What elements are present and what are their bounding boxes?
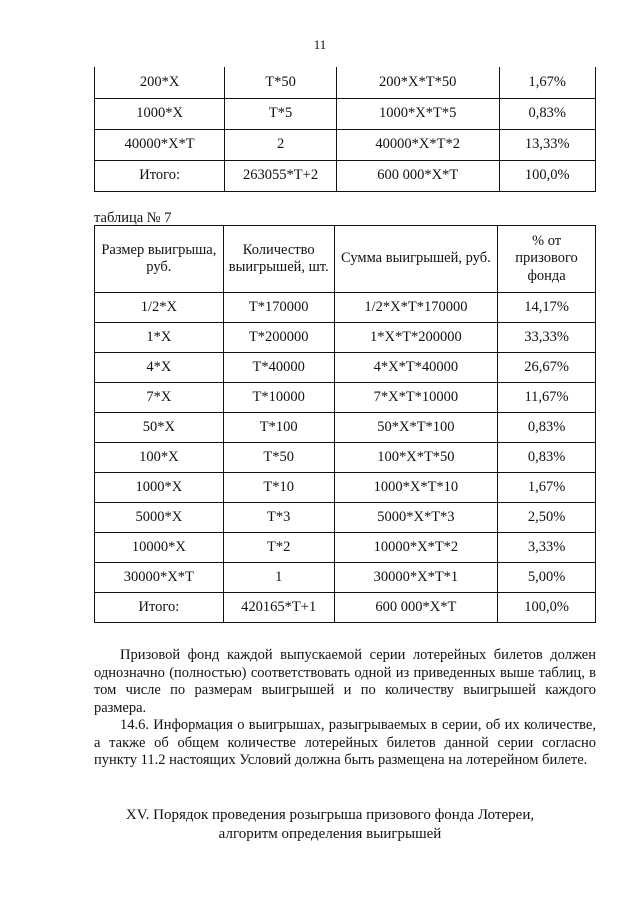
prize-count-cell: T*200000 xyxy=(223,323,334,353)
prize-sum-cell: 1/2*X*T*170000 xyxy=(334,293,497,323)
prize-count-cell: T*10000 xyxy=(223,383,334,413)
header-prize-size: Размер выигрыша, руб. xyxy=(95,226,224,293)
table-row xyxy=(95,503,596,533)
prize-count-cell: T*100 xyxy=(223,413,334,443)
table-row xyxy=(95,67,596,98)
prize-percent-cell: 14,17% xyxy=(498,293,596,323)
total-count-cell: 263055*T+2 xyxy=(225,160,337,191)
body-text xyxy=(94,647,596,770)
prize-sum-cell: 4*X*T*40000 xyxy=(334,353,497,383)
prize-count-cell: T*5 xyxy=(225,98,337,129)
prize-count-cell: T*170000 xyxy=(223,293,334,323)
prize-percent-cell: 1,67% xyxy=(498,473,596,503)
prize-percent-cell: 11,67% xyxy=(498,383,596,413)
prize-size-cell: 40000*X*T xyxy=(95,129,225,160)
prize-percent-cell: 5,00% xyxy=(498,563,596,593)
table-row xyxy=(95,533,596,563)
prize-count-cell: T*3 xyxy=(223,503,334,533)
paragraph-14-6 xyxy=(94,717,596,770)
prize-table-continued xyxy=(94,67,596,192)
table-row xyxy=(95,98,596,129)
total-percent-cell: 100,0% xyxy=(499,160,595,191)
prize-size-cell: 1*X xyxy=(95,323,224,353)
prize-percent-cell: 13,33% xyxy=(499,129,595,160)
table-row xyxy=(95,323,596,353)
total-sum-cell: 600 000*X*T xyxy=(334,593,497,623)
table-row xyxy=(95,293,596,323)
prize-size-cell: 1/2*X xyxy=(95,293,224,323)
prize-size-cell: 1000*X xyxy=(95,473,224,503)
prize-size-cell: 1000*X xyxy=(95,98,225,129)
prize-sum-cell: 1000*X*T*5 xyxy=(336,98,499,129)
prize-sum-cell: 1*X*T*200000 xyxy=(334,323,497,353)
section-title xyxy=(80,806,580,844)
prize-sum-cell: 100*X*T*50 xyxy=(334,443,497,473)
prize-count-cell: T*40000 xyxy=(223,353,334,383)
prize-count-cell: T*50 xyxy=(223,443,334,473)
prize-count-cell: T*50 xyxy=(225,67,337,98)
prize-percent-cell: 3,33% xyxy=(498,533,596,563)
table-header-row xyxy=(95,226,596,293)
prize-table-7 xyxy=(94,225,596,623)
prize-size-cell: 5000*X xyxy=(95,503,224,533)
header-prize-percent: % от призового фонда xyxy=(498,226,596,293)
prize-percent-cell: 1,67% xyxy=(499,67,595,98)
section-title-line: алгоритм определения выигрышей xyxy=(218,826,442,842)
prize-sum-cell: 30000*X*T*1 xyxy=(334,563,497,593)
table-total-row xyxy=(95,593,596,623)
prize-size-cell: 100*X xyxy=(95,443,224,473)
prize-sum-cell: 50*X*T*100 xyxy=(334,413,497,443)
prize-percent-cell: 26,67% xyxy=(498,353,596,383)
total-label-cell: Итого: xyxy=(95,593,224,623)
total-label-cell: Итого: xyxy=(95,160,225,191)
total-count-cell: 420165*T+1 xyxy=(223,593,334,623)
table-row xyxy=(95,353,596,383)
table-row xyxy=(95,413,596,443)
prize-size-cell: 30000*X*T xyxy=(95,563,224,593)
paragraph-prize-fund xyxy=(94,647,596,717)
section-title-line: XV. Порядок проведения розыгрыша призового фонда Лотереи, xyxy=(125,807,535,823)
prize-percent-cell: 0,83% xyxy=(499,98,595,129)
prize-sum-cell: 7*X*T*10000 xyxy=(334,383,497,413)
prize-size-cell: 4*X xyxy=(95,353,224,383)
prize-sum-cell: 10000*X*T*2 xyxy=(334,533,497,563)
prize-percent-cell: 33,33% xyxy=(498,323,596,353)
prize-sum-cell: 1000*X*T*10 xyxy=(334,473,497,503)
header-prize-sum: Сумма выигрышей, руб. xyxy=(334,226,497,293)
prize-size-cell: 50*X xyxy=(95,413,224,443)
prize-percent-cell: 0,83% xyxy=(498,443,596,473)
table-caption: таблица № 7 xyxy=(94,210,172,226)
table-row xyxy=(95,383,596,413)
table-row xyxy=(95,443,596,473)
prize-count-cell: 2 xyxy=(225,129,337,160)
prize-size-cell: 10000*X xyxy=(95,533,224,563)
prize-count-cell: 1 xyxy=(223,563,334,593)
prize-count-cell: T*10 xyxy=(223,473,334,503)
table-row xyxy=(95,129,596,160)
prize-size-cell: 200*X xyxy=(95,67,225,98)
table-row xyxy=(95,563,596,593)
total-sum-cell: 600 000*X*T xyxy=(336,160,499,191)
paragraph-text: 14.6. Информация о выигрышах, разыгрываемых в серии, об их количестве, а также об общем количестве лотерейных билетов данной серии согласно пункту 11.2 настоящих Условий должна быть размещена на лотерейном билете. xyxy=(94,717,596,768)
table-total-row xyxy=(95,160,596,191)
prize-sum-cell: 5000*X*T*3 xyxy=(334,503,497,533)
prize-size-cell: 7*X xyxy=(95,383,224,413)
page-number: 11 xyxy=(313,37,327,52)
prize-sum-cell: 200*X*T*50 xyxy=(336,67,499,98)
header-prize-count: Количество выигрышей, шт. xyxy=(223,226,334,293)
prize-sum-cell: 40000*X*T*2 xyxy=(336,129,499,160)
prize-percent-cell: 0,83% xyxy=(498,413,596,443)
table-row xyxy=(95,473,596,503)
prize-percent-cell: 2,50% xyxy=(498,503,596,533)
total-percent-cell: 100,0% xyxy=(498,593,596,623)
prize-count-cell: T*2 xyxy=(223,533,334,563)
paragraph-text: Призовой фонд каждой выпускаемой серии лотерейных билетов должен однозначно (полностью) соответствовать одной из приведенных выше таблиц, в том числе по размерам выигрышей и по количеству выигрышей каждого размера. xyxy=(94,647,596,716)
